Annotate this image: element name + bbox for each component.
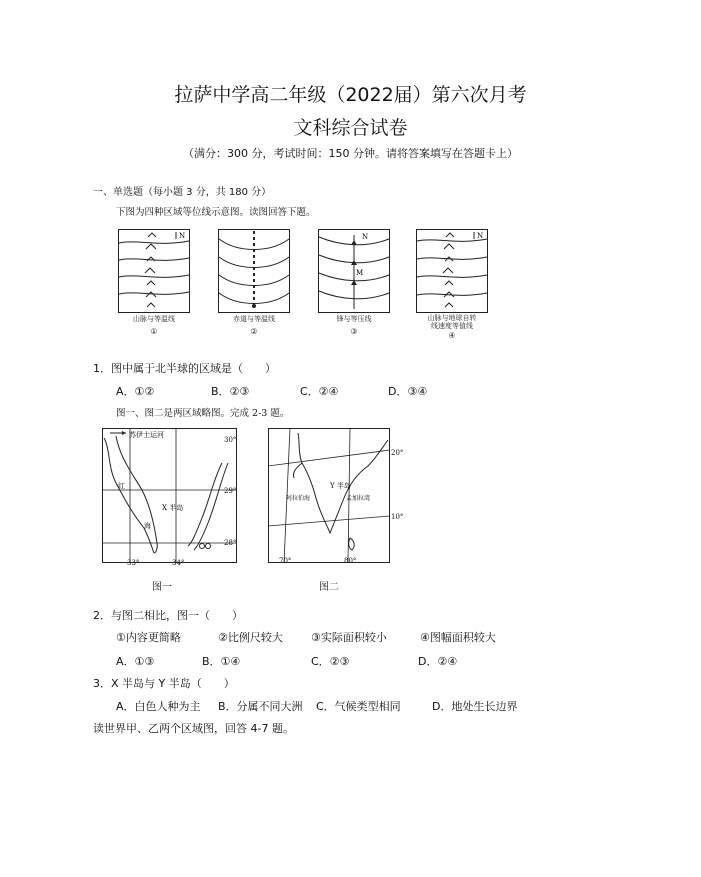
question-2-statement-4: ④图幅面积较大 (420, 631, 496, 644)
question-1-option-b: B．②③ (211, 385, 250, 398)
question-2-option-b: B．①④ (202, 655, 241, 668)
map-2-sea-right: 孟加拉湾 (346, 495, 371, 502)
map-1-svg (102, 428, 237, 563)
map-2-lat-20: 20° (391, 449, 404, 457)
question-2-option-d: D．②④ (418, 655, 458, 668)
map-2 (268, 428, 390, 563)
question-1-option-a: A．①② (116, 385, 155, 398)
map-1-lat-30: 30° (224, 436, 237, 444)
diagram-1-caption: 山脉与等温线 (133, 315, 175, 323)
page-subtitle: 文科综合试卷 (293, 117, 408, 139)
map-2-caption: 图二 (319, 582, 339, 593)
diagram-1-number: ① (150, 327, 158, 336)
map-1-caption: 图一 (152, 582, 172, 593)
map-1-lon-33: 33° (127, 559, 140, 567)
map-1-lon-34: 34° (172, 559, 185, 567)
section-intro: 下图为四种区域等位线示意图。读图回答下题。 (116, 207, 316, 218)
map-1-lat-29: 29° (224, 487, 237, 495)
map-1-canal-label: 苏伊士运河 (129, 431, 164, 439)
diagram-2-number: ② (250, 327, 258, 336)
diagram-3-marker-m: M (356, 269, 364, 277)
map-1 (102, 428, 237, 563)
diagram-4-marker: N (477, 232, 484, 240)
diagram-4 (416, 229, 488, 313)
page-title: 拉萨中学高二年级（2022届）第六次月考 (174, 84, 527, 106)
diagram-3 (318, 229, 390, 313)
diagram-3-caption: 锋与等压线 (336, 315, 372, 323)
question-2-statement-1: ①内容更简略 (116, 631, 181, 644)
question-2-option-a: A．①③ (116, 655, 155, 668)
map-1-peninsula-label: X 半岛 (162, 504, 184, 512)
map-1-sea-char-2: 海 (144, 522, 151, 530)
exam-note: （满分：300 分，考试时间：150 分钟。请将答案填写在答题卡上） (183, 147, 518, 160)
question-2-statement-3: ③实际面积较小 (311, 631, 387, 644)
question-4-7-intro: 读世界甲、乙两个区域图，回答 4-7 题。 (93, 722, 294, 735)
question-1-stem: 1．图中属于北半球的区域是（ ） (93, 362, 276, 375)
map-2-lon-80: 80° (344, 557, 357, 565)
diagram-4-svg (416, 229, 488, 313)
section-heading: 一、单选题（每小题 3 分，共 180 分） (93, 187, 272, 198)
map-2-peninsula-label: Y 半岛 (330, 482, 351, 490)
diagram-3-number: ③ (350, 327, 358, 336)
map-1-lat-28: 28° (224, 539, 237, 547)
question-1-option-d: D．③④ (388, 385, 428, 398)
map-2-lat-10: 10° (391, 513, 404, 521)
question-2-statement-2: ②比例尺较大 (218, 631, 283, 644)
diagram-4-caption: 山脉与地球自转 线速度等值线 (427, 314, 477, 330)
question-2-3-intro: 图一、图二是两区域略图。完成 2-3 题。 (116, 408, 290, 419)
question-3-option-b: B．分属不同大洲 (218, 700, 303, 713)
map-1-sea-char-1: 红 (118, 482, 125, 490)
diagram-4-number: ④ (448, 331, 456, 340)
question-3-option-d: D．地处生长边界 (432, 700, 518, 713)
question-2-option-c: C．②③ (311, 655, 350, 668)
question-3-option-c: C．气候类型相同 (316, 700, 401, 713)
diagram-1 (118, 229, 190, 313)
diagram-1-svg (118, 229, 190, 313)
question-3-option-a: A．白色人种为主 (116, 700, 201, 713)
question-1-option-c: C．②④ (300, 385, 339, 398)
diagram-2-caption: 赤道与等温线 (233, 315, 275, 323)
diagram-3-marker: N (362, 233, 369, 241)
map-2-lon-70: 70° (279, 557, 292, 565)
question-2-stem: 2．与图二相比，图一（ ） (93, 609, 243, 622)
map-2-sea-left: 阿拉伯海 (286, 495, 311, 502)
diagram-2 (218, 229, 290, 313)
diagram-1-marker: N (179, 232, 186, 240)
diagram-2-svg (218, 229, 290, 313)
map-2-svg (268, 428, 390, 563)
question-3-stem: 3．X 半岛与 Y 半岛（ ） (93, 677, 235, 690)
diagram-3-svg (318, 229, 390, 313)
